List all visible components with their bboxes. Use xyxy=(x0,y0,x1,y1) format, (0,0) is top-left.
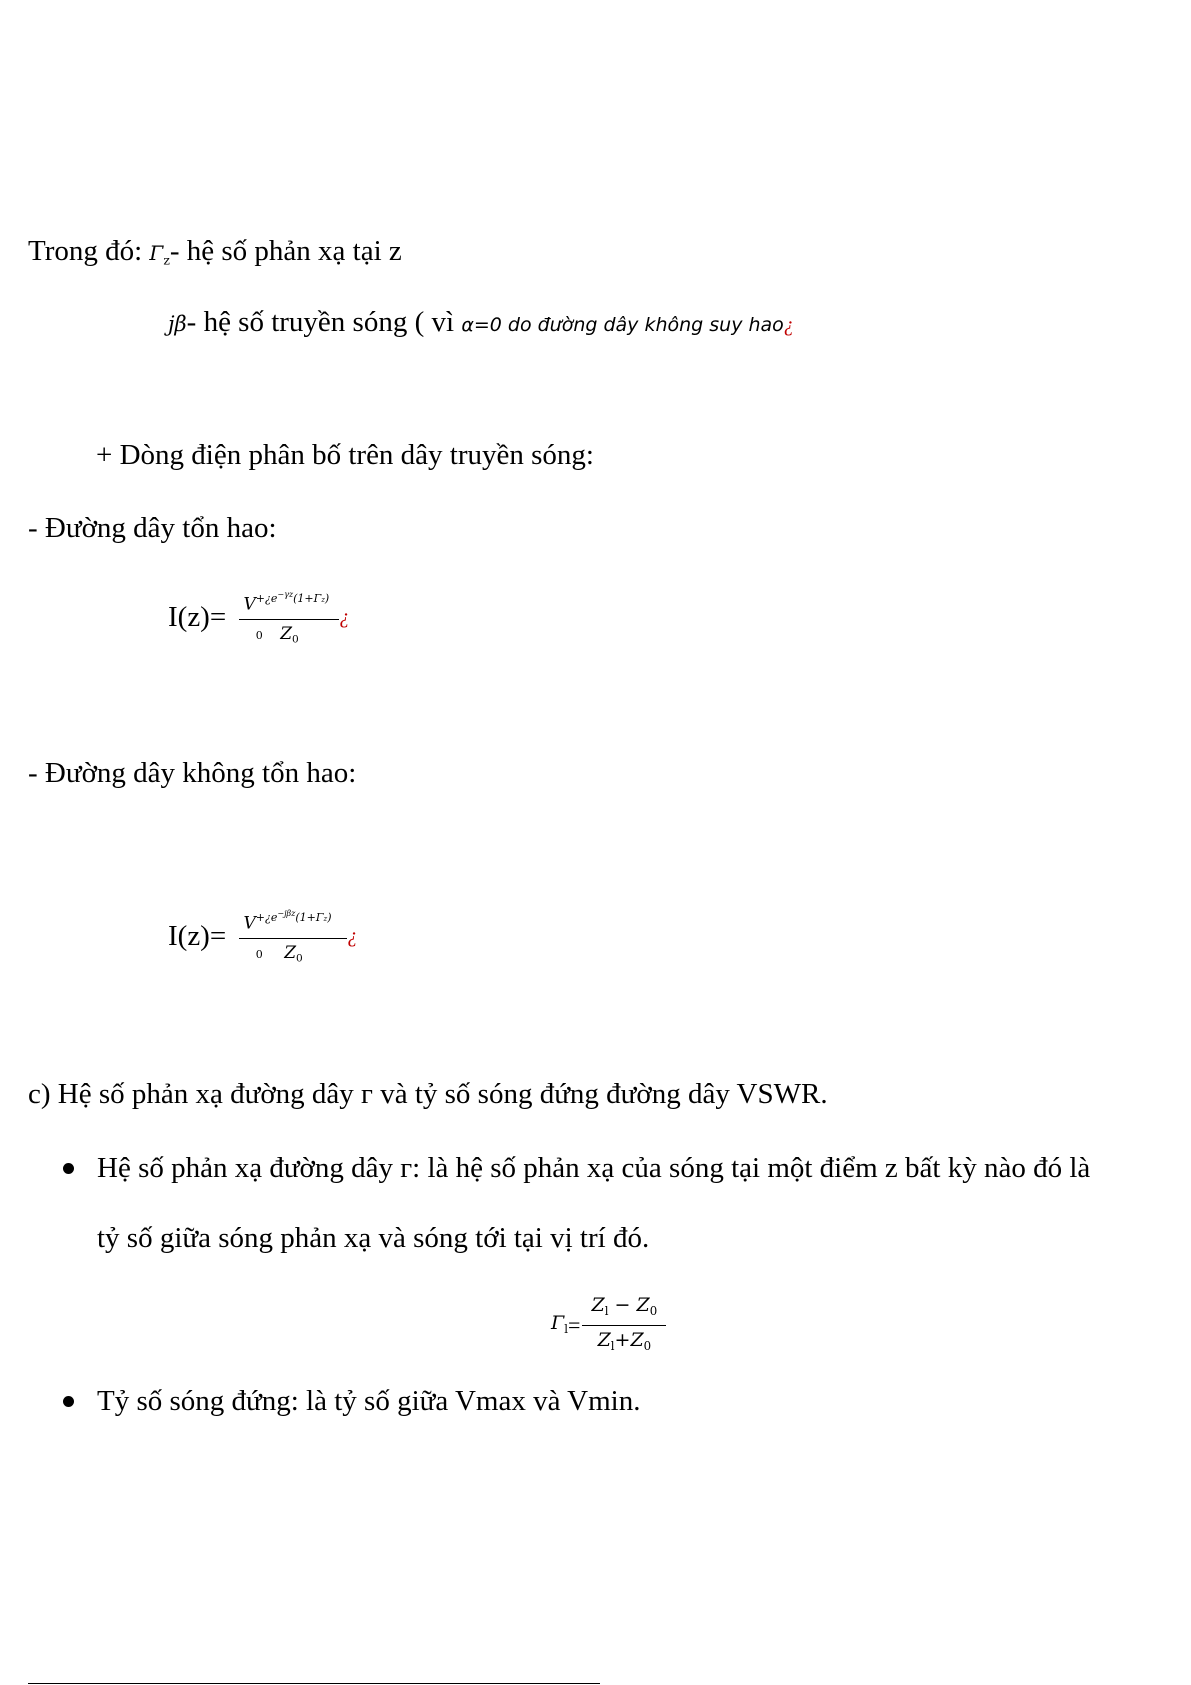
jbeta-desc: - hệ số truyền sóng ( vì xyxy=(186,306,462,338)
bullet-2-text: Tỷ số sóng đứng: là tỷ số giữa Vmax và Vmin. xyxy=(97,1385,641,1417)
bullet-1-line-1 xyxy=(97,1151,1090,1185)
jbeta-red-mark: ¿ xyxy=(783,314,794,336)
section-c-heading xyxy=(28,1077,828,1111)
formula-reflection-coefficient xyxy=(551,1291,666,1355)
formula2-denominator: $Z_0$ xyxy=(284,943,303,966)
line-dong-dien xyxy=(96,438,594,472)
bullet-1 xyxy=(63,1163,74,1174)
formula3-numerator: $Z_l - Z_0$ xyxy=(591,1294,658,1319)
formula1-fraction xyxy=(239,580,339,654)
jbeta-inline-math: α=0 do đường dây không suy hao xyxy=(461,314,784,336)
formula1-denominator: $Z_0$ xyxy=(280,624,299,647)
line-ton-hao xyxy=(28,511,277,545)
trong-do-label: Trong đó: xyxy=(28,235,150,267)
footnote-separator xyxy=(28,1683,600,1684)
formula1-lhs: I(z)= xyxy=(168,601,227,634)
line-trong-do xyxy=(28,234,402,277)
formula2-fraction xyxy=(239,899,347,973)
section-c-text: c) Hệ số phản xạ đường dây г và tỷ số sóng đứng đường dây VSWR. xyxy=(28,1078,828,1110)
formula3-fraction xyxy=(582,1291,666,1360)
dong-dien-heading: + Dòng điện phân bố trên dây truyền sóng: xyxy=(96,439,594,471)
line-khong-ton-hao xyxy=(28,756,356,790)
formula2-red-mark: ¿ xyxy=(347,925,358,948)
bullet-1-line-2 xyxy=(97,1221,649,1255)
formula2-numerator: V 0 $^{+¿e^{-j\beta z}(1+\Gamma z)}$ xyxy=(243,909,332,962)
gamma-z-symbol: $\Gamma_z$ xyxy=(149,241,170,268)
line-jbeta xyxy=(168,305,794,342)
formula1-numerator: V 0 $^{+¿e^{-\gamma z}(1+\Gamma z)}$ xyxy=(243,590,330,643)
bullet-2-line xyxy=(97,1384,640,1418)
formula-current-lossy xyxy=(168,580,349,650)
formula3-equals: = xyxy=(567,1312,581,1338)
trong-do-desc: - hệ số phản xạ tại z xyxy=(169,235,402,267)
formula1-red-mark: ¿ xyxy=(339,606,350,629)
formula2-lhs: I(z)= xyxy=(168,920,227,953)
khong-ton-hao-heading: - Đường dây không tổn hao: xyxy=(28,757,357,789)
ton-hao-heading: - Đường dây tổn hao: xyxy=(28,512,277,544)
formula3-denominator: $Z_l+Z_0$ xyxy=(597,1329,652,1354)
formula3-gamma: $\Gamma_l$ xyxy=(551,1311,568,1336)
bullet-2 xyxy=(63,1396,74,1407)
bullet-1-text-2: tỷ số giữa sóng phản xạ và sóng tới tại vị trí đó. xyxy=(97,1222,650,1254)
jbeta-symbol: jβ xyxy=(168,312,187,336)
bullet-1-text-1: Hệ số phản xạ đường dây г: là hệ số phản xạ của sóng tại một điểm z bất kỳ nào đó là xyxy=(97,1152,1091,1184)
formula-current-lossless xyxy=(168,899,357,969)
